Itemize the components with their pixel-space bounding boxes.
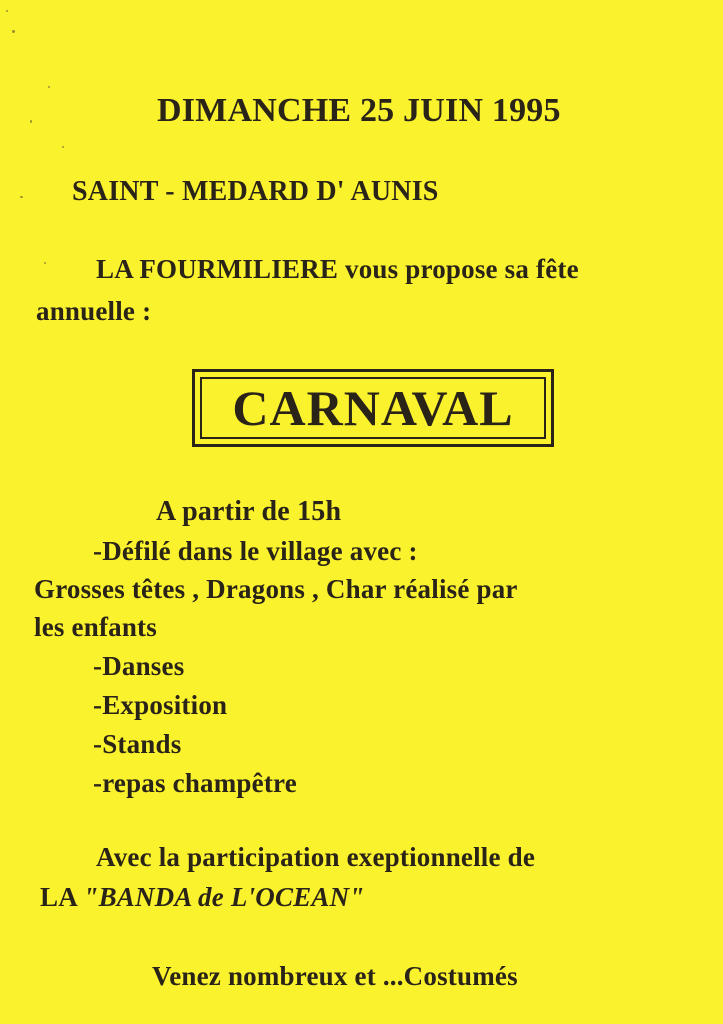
- band-line: [40, 882, 365, 913]
- intro-text-line-1: LA FOURMILIERE vous propose sa fête: [96, 254, 579, 284]
- event-date: DIMANCHE 25 JUIN 1995: [157, 92, 561, 129]
- activity-item: -Stands: [93, 729, 182, 759]
- scan-speck: [6, 10, 8, 12]
- scan-speck: [62, 146, 64, 148]
- closing-line: Venez nombreux et ...Costumés: [152, 961, 518, 991]
- band-prefix: LA: [40, 882, 84, 912]
- scan-speck: [30, 120, 32, 123]
- scan-speck: [12, 30, 15, 33]
- parade-line: -Défilé dans le village avec :: [93, 536, 418, 566]
- scan-speck: [20, 196, 23, 198]
- scan-speck: [44, 262, 46, 264]
- scan-speck: [48, 86, 50, 88]
- start-time: A partir de 15h: [156, 496, 342, 527]
- event-location: SAINT - MEDARD D' AUNIS: [72, 176, 439, 207]
- band-name: "BANDA de L'OCEAN": [83, 882, 365, 912]
- activity-item: -Exposition: [93, 690, 228, 720]
- event-title-frame: [192, 369, 554, 447]
- parade-details-line-2: les enfants: [34, 612, 157, 642]
- activity-item: -repas champêtre: [93, 768, 297, 798]
- intro-text-line-2: annuelle :: [36, 296, 152, 326]
- parade-details-line-1: Grosses têtes , Dragons , Char réalisé par: [34, 574, 518, 604]
- activity-item: -Danses: [93, 651, 185, 681]
- participation-line: Avec la participation exeptionnelle de: [96, 842, 536, 872]
- event-title-inner-frame: [200, 377, 546, 439]
- event-title: CARNAVAL: [232, 380, 514, 436]
